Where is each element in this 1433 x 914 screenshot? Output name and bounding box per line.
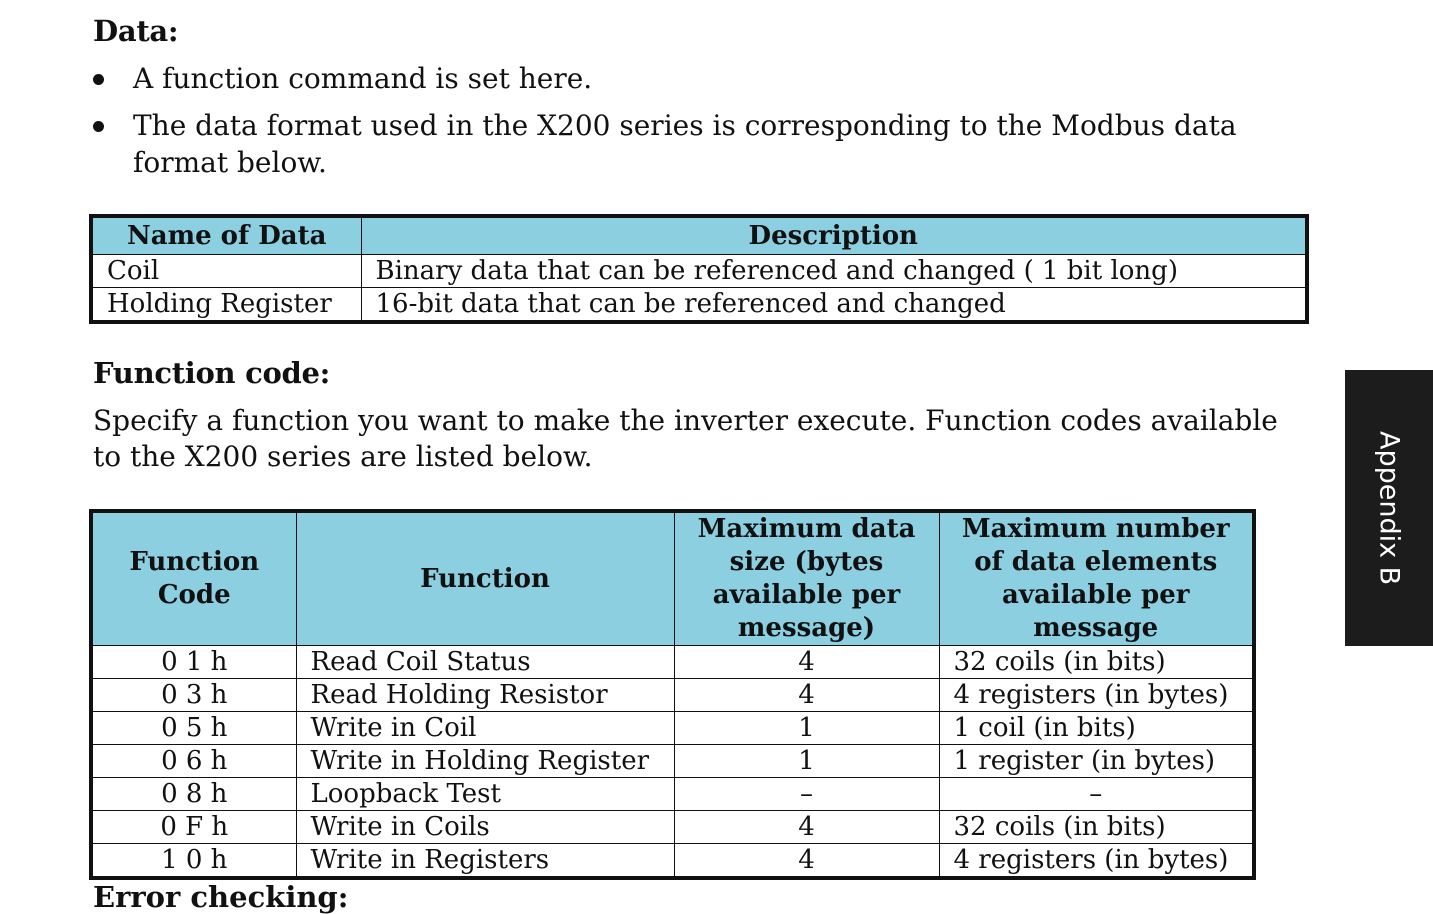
table-cell: 4 <box>674 646 939 679</box>
table-header-row <box>91 216 1307 255</box>
table-row <box>91 712 1254 745</box>
table-row <box>91 745 1254 778</box>
table-row <box>91 811 1254 844</box>
table-cell: Binary data that can be referenced and changed ( 1 bit long) <box>361 255 1307 288</box>
table-cell: 1 register (in bytes) <box>939 745 1254 778</box>
table-cell: 32 coils (in bits) <box>939 646 1254 679</box>
table-row <box>91 778 1254 811</box>
table-cell: 0 3 h <box>91 679 296 712</box>
table-cell: 1 0 h <box>91 844 296 879</box>
table-cell: Loopback Test <box>296 778 674 811</box>
table-cell: 32 coils (in bits) <box>939 811 1254 844</box>
bullet-dot-icon <box>93 121 104 132</box>
table-cell: 4 <box>674 844 939 879</box>
function-code-description: Specify a function you want to make the inverter execute. Function codes available to the X200 series are listed below. <box>93 404 1278 473</box>
table-cell: – <box>674 778 939 811</box>
table-cell: Coil <box>91 255 361 288</box>
bullet-dot-icon <box>93 74 104 85</box>
column-header: Function Code <box>91 511 296 646</box>
appendix-side-tab <box>1345 370 1433 646</box>
data-format-table <box>89 214 1309 324</box>
table-header-row <box>91 511 1254 646</box>
table-row <box>91 646 1254 679</box>
table-cell: 4 <box>674 811 939 844</box>
table-cell: Holding Register <box>91 288 361 323</box>
table-cell: 0 5 h <box>91 712 296 745</box>
appendix-tab-label: Appendix B <box>1373 430 1405 586</box>
table-cell: Write in Registers <box>296 844 674 879</box>
table-row <box>91 288 1307 323</box>
function-code-table <box>89 509 1256 880</box>
bullet-item: The data format used in the X200 series is corresponding to the Modbus data format below. <box>93 107 1308 181</box>
table-cell: 4 registers (in bytes) <box>939 679 1254 712</box>
data-heading: Data: <box>93 14 179 48</box>
table-row <box>91 255 1307 288</box>
error-checking-heading: Error checking: <box>93 880 349 914</box>
column-header: Maximum data size (bytes available per message) <box>674 511 939 646</box>
table-cell: Read Holding Resistor <box>296 679 674 712</box>
table-cell: Write in Coils <box>296 811 674 844</box>
table-cell: 4 registers (in bytes) <box>939 844 1254 879</box>
function-code-heading: Function code: <box>93 356 331 390</box>
table-cell: 0 F h <box>91 811 296 844</box>
column-header: Maximum number of data elements available per message <box>939 511 1254 646</box>
table-row <box>91 679 1254 712</box>
table-cell: – <box>939 778 1254 811</box>
table-cell: 1 <box>674 712 939 745</box>
table-cell: 4 <box>674 679 939 712</box>
table-cell: Read Coil Status <box>296 646 674 679</box>
data-bullet-list <box>93 60 1308 191</box>
table-row <box>91 844 1254 879</box>
column-header: Function <box>296 511 674 646</box>
table-cell: 1 <box>674 745 939 778</box>
column-header: Description <box>361 216 1307 255</box>
table-cell: 0 1 h <box>91 646 296 679</box>
table-cell: 0 6 h <box>91 745 296 778</box>
column-header: Name of Data <box>91 216 361 255</box>
table-cell: 0 8 h <box>91 778 296 811</box>
table-cell: 1 coil (in bits) <box>939 712 1254 745</box>
bullet-item: A function command is set here. <box>93 60 1308 97</box>
table-cell: Write in Holding Register <box>296 745 674 778</box>
table-cell: Write in Coil <box>296 712 674 745</box>
table-cell: 16-bit data that can be referenced and changed <box>361 288 1307 323</box>
